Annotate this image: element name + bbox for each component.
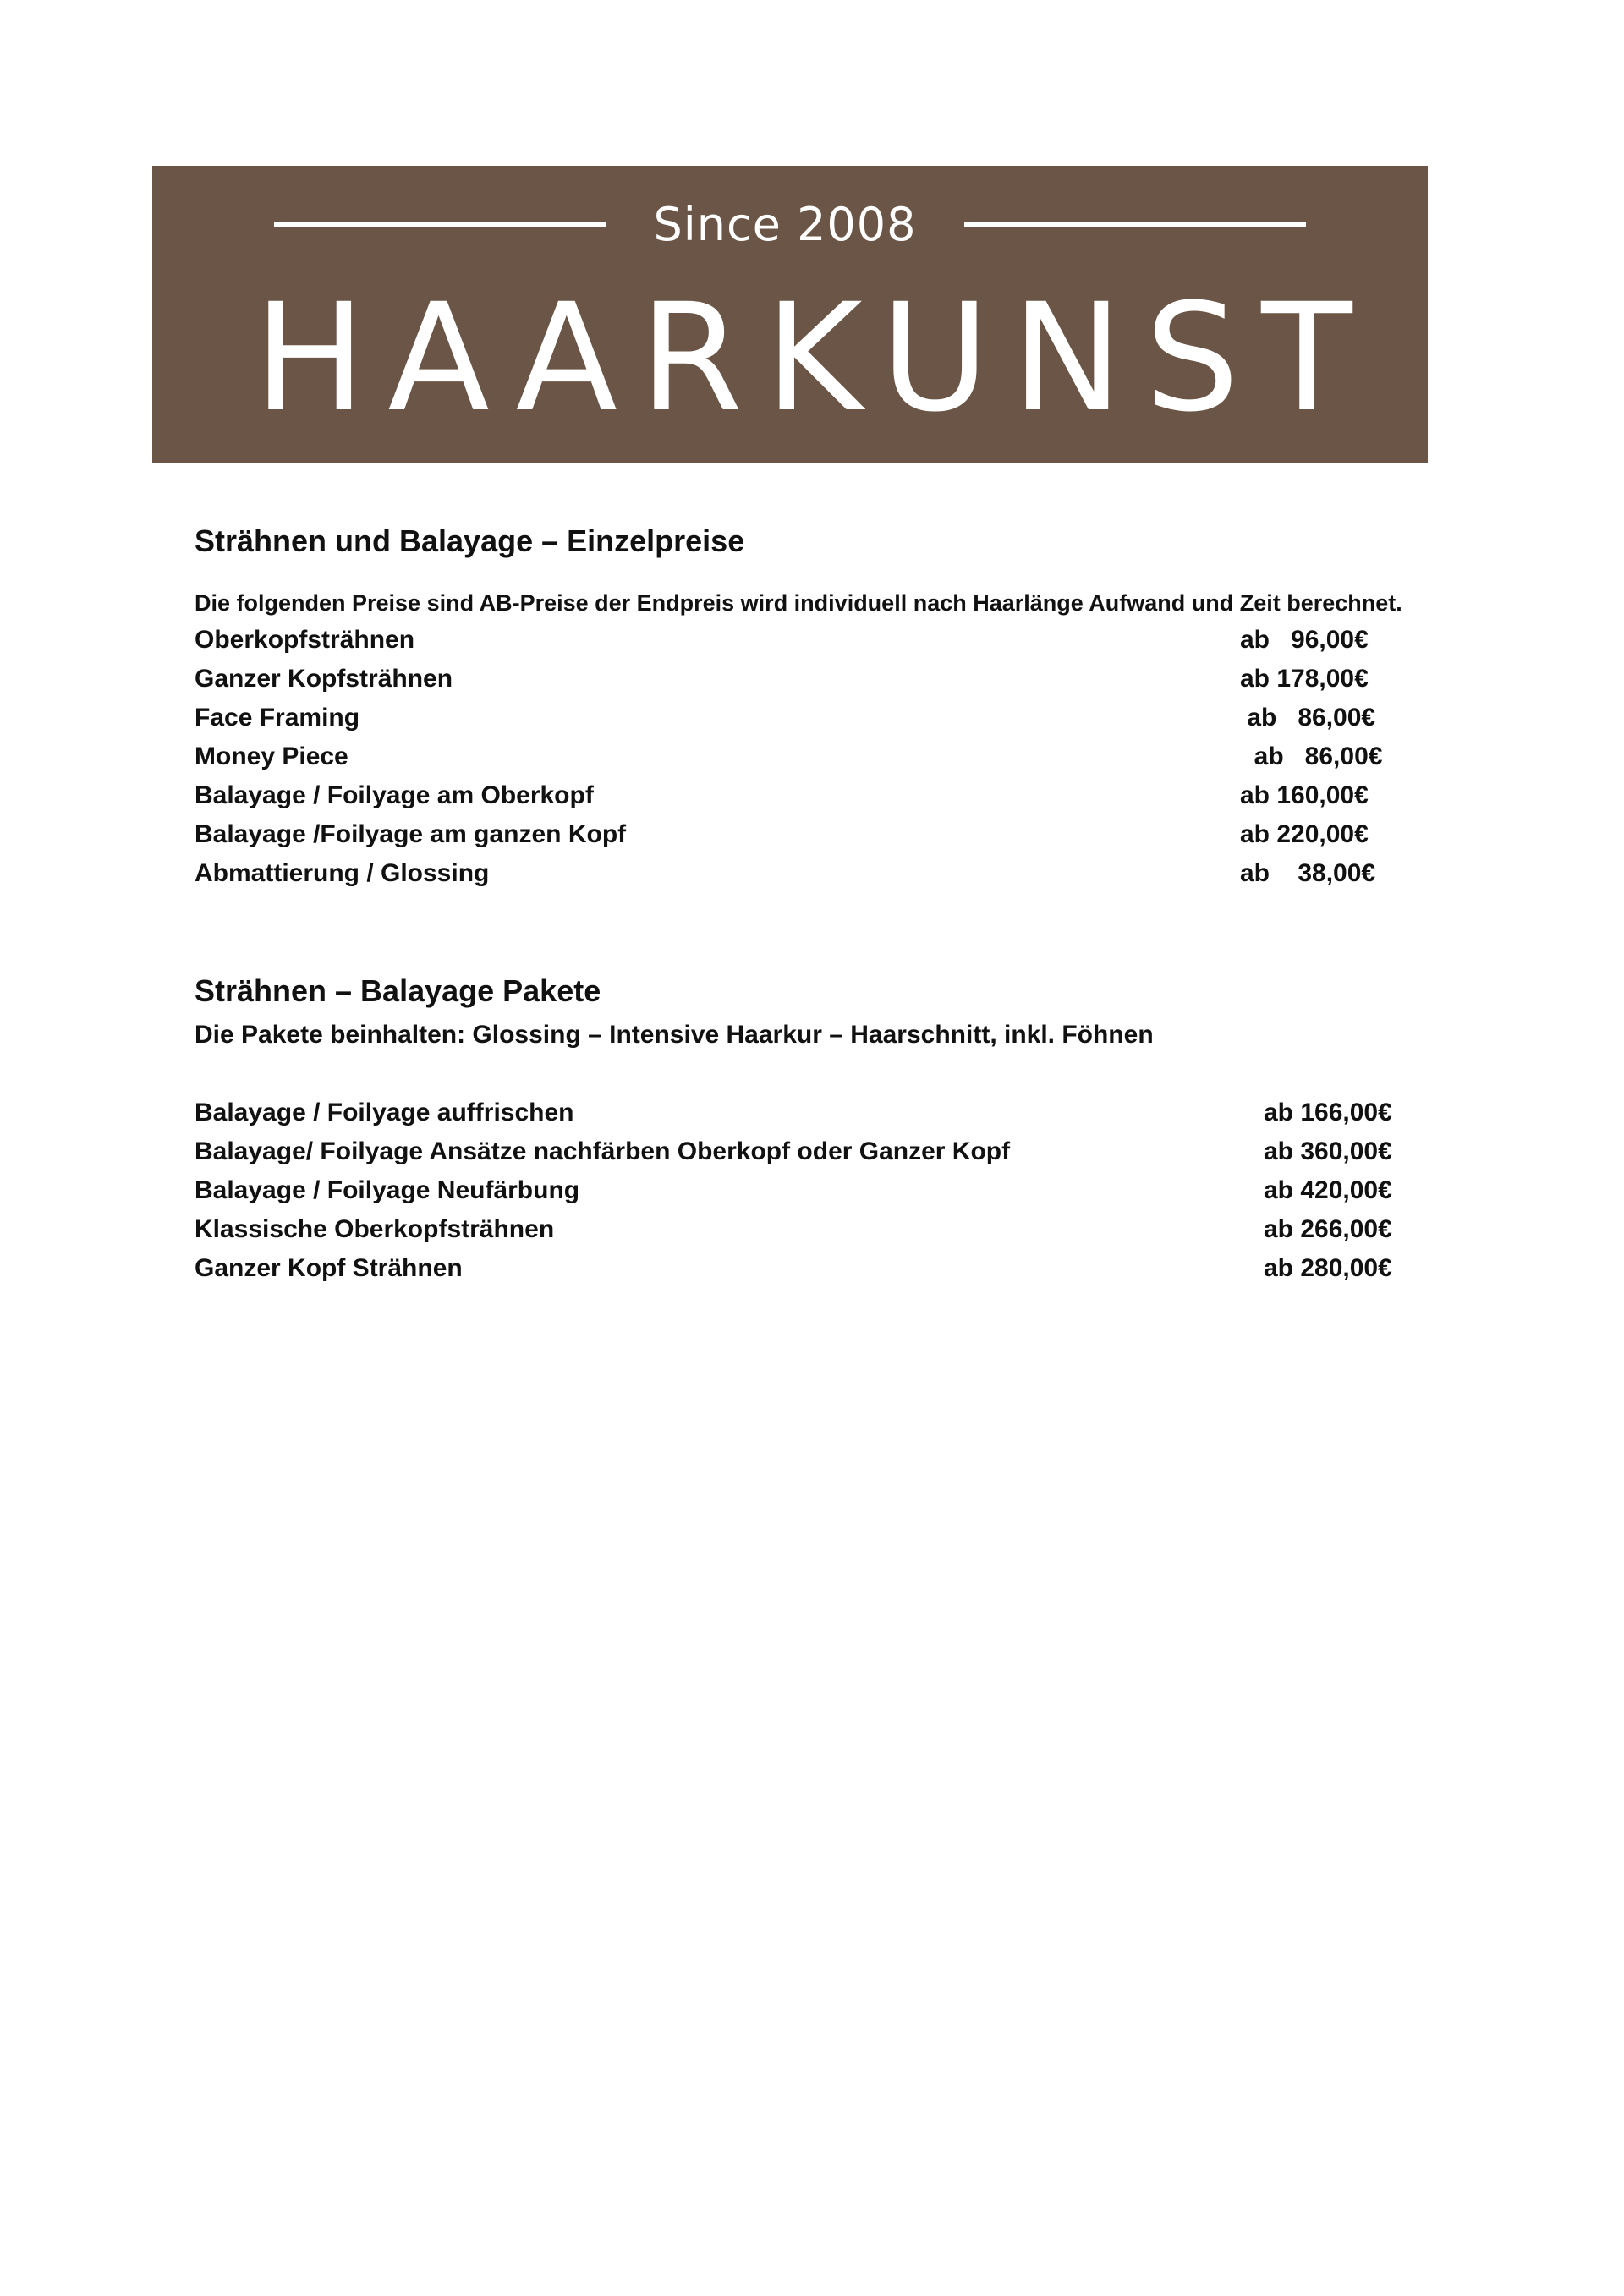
package-price: ab 166,00€: [1264, 1099, 1392, 1126]
service-label: Face Framing: [195, 704, 360, 732]
logo-brand-name: HAARKUNST: [254, 271, 1374, 445]
brand-logo-banner: [152, 166, 1428, 463]
package-label: Balayage/ Foilyage Ansätze nachfärben Oberkopf oder Ganzer Kopf: [195, 1137, 1011, 1165]
price-row: [195, 776, 1421, 815]
package-price: ab 360,00€: [1264, 1137, 1392, 1165]
price-row: [195, 1249, 1421, 1288]
service-price: ab 160,00€: [1240, 781, 1369, 809]
service-label: Oberkopfsträhnen: [195, 626, 415, 654]
price-row: [195, 1171, 1421, 1210]
package-description: Die Pakete beinhalten: Glossing – Intensive Haarkur – Haarschnitt, inkl. Föhnen: [195, 1021, 1154, 1049]
price-row: [195, 815, 1421, 854]
price-note: Die folgenden Preise sind AB-Preise der Endpreis wird individuell nach Haarlänge Aufwand und Zeit berechnet.: [195, 590, 1402, 616]
package-label: Ganzer Kopf Strähnen: [195, 1254, 463, 1282]
package-price: ab 280,00€: [1264, 1254, 1392, 1282]
section-title-pakete: Strähnen – Balayage Pakete: [195, 973, 601, 1008]
price-row: [195, 854, 1421, 893]
service-price: ab 38,00€: [1240, 859, 1376, 887]
section-title-einzelpreise: Strähnen und Balayage – Einzelpreise: [195, 523, 745, 558]
price-row: [195, 621, 1421, 660]
service-label: Abmattierung / Glossing: [195, 859, 490, 887]
service-label: Balayage / Foilyage am Oberkopf: [195, 781, 594, 809]
service-price: ab 86,00€: [1240, 704, 1376, 732]
price-row: [195, 737, 1421, 776]
price-row: [195, 660, 1421, 699]
package-label: Balayage / Foilyage auffrischen: [195, 1099, 574, 1126]
service-price: ab 96,00€: [1240, 626, 1369, 654]
service-label: Money Piece: [195, 743, 348, 770]
service-price: ab 220,00€: [1240, 820, 1369, 848]
package-label: Klassische Oberkopfsträhnen: [195, 1215, 555, 1243]
price-row: [195, 1132, 1421, 1171]
price-row: [195, 1093, 1421, 1132]
logo-since-text: Since 2008: [653, 198, 917, 251]
package-price: ab 266,00€: [1264, 1215, 1392, 1243]
price-list-einzelpreise: [195, 621, 1421, 893]
service-label: Balayage /Foilyage am ganzen Kopf: [195, 820, 627, 848]
price-list-pakete: [195, 1093, 1421, 1288]
price-row: [195, 1210, 1421, 1249]
service-label: Ganzer Kopfsträhnen: [195, 665, 453, 693]
package-label: Balayage / Foilyage Neufärbung: [195, 1176, 580, 1204]
logo-line-right: [964, 222, 1306, 227]
service-price: ab 86,00€: [1240, 743, 1383, 770]
package-price: ab 420,00€: [1264, 1176, 1392, 1204]
price-row: [195, 699, 1421, 737]
service-price: ab 178,00€: [1240, 665, 1369, 693]
logo-line-left: [274, 222, 606, 227]
